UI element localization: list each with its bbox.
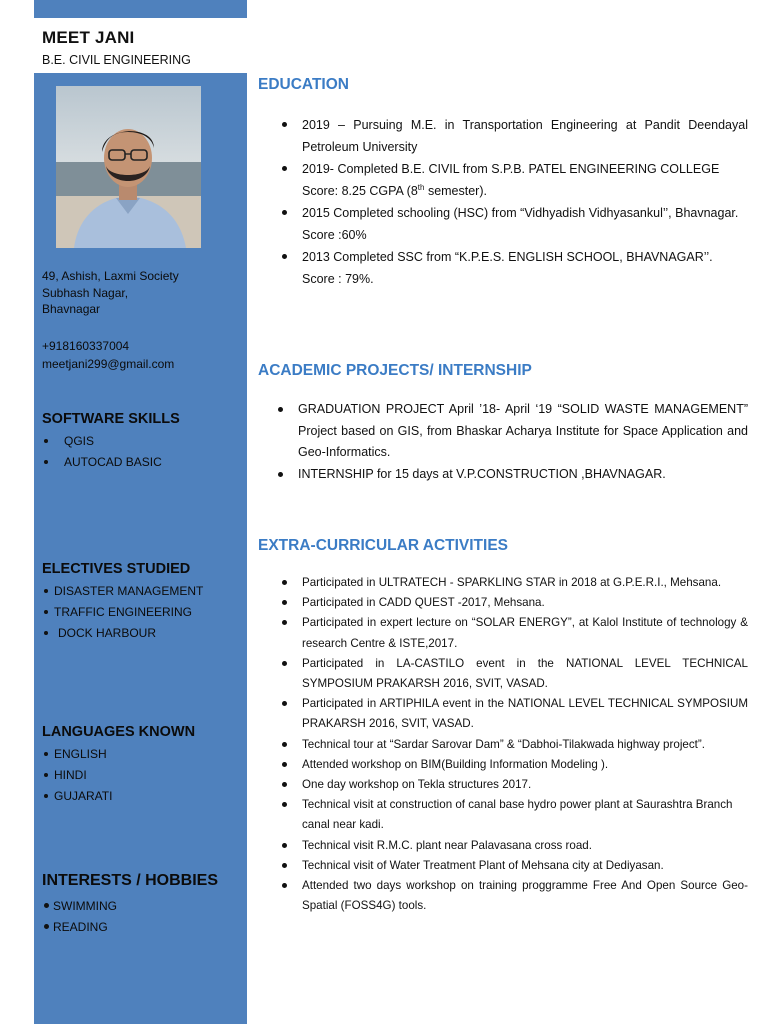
bullet-icon	[282, 166, 287, 171]
bullet-icon	[44, 631, 48, 635]
candidate-name: MEET JANI	[42, 28, 135, 47]
project-item: INTERNSHIP for 15 days at V.P.CONSTRUCTION ,BHAVNAGAR.	[278, 464, 748, 486]
activity-item: Technical visit of Water Treatment Plant of Mehsana city at Dediyasan.	[282, 856, 748, 876]
bullet-icon	[282, 254, 287, 259]
bullet-icon	[278, 472, 283, 477]
education-item: 2019 – Pursuing M.E. in Transportation Engineering at Pandit Deendayal Petroleum University	[282, 114, 748, 158]
software-skills-heading: SOFTWARE SKILLS	[42, 411, 180, 427]
list-item: READING	[42, 916, 117, 937]
activity-item: Attended workshop on BIM(Building Information Modeling ).	[282, 755, 748, 775]
activity-item: Technical visit at construction of canal base hydro power plant at Saurashtra Branch canal near kadi.	[282, 795, 748, 835]
bullet-icon	[282, 762, 287, 767]
bullet-icon	[44, 589, 48, 593]
bullet-icon	[282, 661, 287, 666]
bullet-icon	[282, 843, 287, 848]
activity-item: Participated in CADD QUEST -2017, Mehsana.	[282, 593, 748, 613]
activity-item: Attended two days workshop on training proggramme Free And Open Source Geo-Spatial (FOSS4G) tools.	[282, 876, 748, 916]
activity-item: Participated in ARTIPHILA event in the NATIONAL LEVEL TECHNICAL SYMPOSIUM PRAKARSH 2016, SVIT, VASAD.	[282, 694, 748, 734]
address-line: Subhash Nagar,	[42, 285, 129, 300]
activity-item: Participated in LA-CASTILO event in the NATIONAL LEVEL TECHNICAL SYMPOSIUM PRAKARSH 2016, SVIT, VASAD.	[282, 654, 748, 694]
list-item: DOCK HARBOUR	[42, 622, 203, 643]
list-item: QGIS	[42, 430, 162, 451]
electives-list	[42, 580, 203, 643]
bullet-icon	[44, 773, 48, 777]
bullet-icon	[44, 460, 48, 464]
bullet-icon	[282, 701, 287, 706]
address-line: 49, Ashish, Laxmi Society	[42, 269, 179, 283]
bullet-icon	[282, 122, 287, 127]
bullet-icon	[282, 883, 287, 888]
sidebar	[34, 73, 247, 1024]
project-item: GRADUATION PROJECT April ’18- April ‘19 “SOLID WASTE MANAGEMENT” Project based on GIS, from Bhaskar Acharya Institute for Space Application and Geo-Informatics.	[278, 399, 748, 464]
languages-list	[42, 743, 112, 806]
contact-info	[42, 337, 174, 373]
education-heading: EDUCATION	[258, 76, 349, 93]
bullet-icon	[282, 782, 287, 787]
list-item: DISASTER MANAGEMENT	[42, 580, 203, 601]
education-item: 2013 Completed SSC from “K.P.E.S. ENGLISH SCHOOL, BHAVNAGAR’’. Score : 79%.	[282, 246, 748, 290]
activity-item: Technical tour at “Sardar Sarovar Dam” & “Dabhoi-Tilakwada highway project”.	[282, 735, 748, 755]
extracurricular-heading: EXTRA-CURRICULAR ACTIVITIES	[258, 537, 509, 554]
bullet-icon	[44, 903, 49, 908]
education-item: 2015 Completed schooling (HSC) from “Vidhyadish Vidhyasankul’’, Bhavnagar. Score :60%	[282, 202, 748, 246]
list-item: SWIMMING	[42, 895, 117, 916]
profile-photo	[56, 86, 201, 248]
bullet-icon	[282, 742, 287, 747]
extracurricular-list	[282, 573, 748, 916]
list-item: HINDI	[42, 764, 112, 785]
email-address: meetjani299@gmail.com	[42, 357, 175, 371]
projects-heading: ACADEMIC PROJECTS/ INTERNSHIP	[258, 362, 532, 379]
list-item: TRAFFIC ENGINEERING	[42, 601, 203, 622]
phone-number: +918160337004	[42, 339, 130, 353]
bullet-icon	[282, 620, 287, 625]
name-block	[34, 18, 247, 73]
electives-heading: ELECTIVES STUDIED	[42, 561, 191, 577]
interests-heading: INTERESTS / HOBBIES	[42, 872, 219, 889]
list-item: GUJARATI	[42, 785, 112, 806]
activity-item: Participated in ULTRATECH - SPARKLING STAR in 2018 at G.P.E.R.I., Mehsana.	[282, 573, 748, 593]
address	[42, 268, 179, 318]
bullet-icon	[44, 752, 48, 756]
candidate-degree: B.E. CIVIL ENGINEERING	[42, 53, 191, 67]
bullet-icon	[44, 439, 48, 443]
education-item: 2019- Completed B.E. CIVIL from S.P.B. PATEL ENGINEERING COLLEGE Score: 8.25 CGPA (8th semester).	[282, 158, 748, 202]
bullet-icon	[44, 610, 48, 614]
bullet-icon	[282, 863, 287, 868]
bullet-icon	[44, 924, 49, 929]
bullet-icon	[44, 794, 48, 798]
interests-list	[42, 895, 117, 937]
education-list	[282, 114, 748, 290]
list-item: ENGLISH	[42, 743, 112, 764]
bullet-icon	[282, 802, 287, 807]
activity-item: Participated in expert lecture on “SOLAR ENERGY”, at Kalol Institute of technology & research Centre & ISTE,2017.	[282, 613, 748, 653]
bullet-icon	[282, 210, 287, 215]
bullet-icon	[282, 580, 287, 585]
software-skills-list	[42, 430, 162, 472]
bullet-icon	[282, 600, 287, 605]
bullet-icon	[278, 407, 283, 412]
sidebar-top-band	[34, 0, 247, 18]
address-line: Bhavnagar	[42, 302, 101, 316]
list-item: AUTOCAD BASIC	[42, 451, 162, 472]
activity-item: One day workshop on Tekla structures 2017.	[282, 775, 748, 795]
activity-item: Technical visit R.M.C. plant near Palavasana cross road.	[282, 836, 748, 856]
languages-heading: LANGUAGES KNOWN	[42, 724, 196, 740]
projects-list	[278, 399, 748, 485]
